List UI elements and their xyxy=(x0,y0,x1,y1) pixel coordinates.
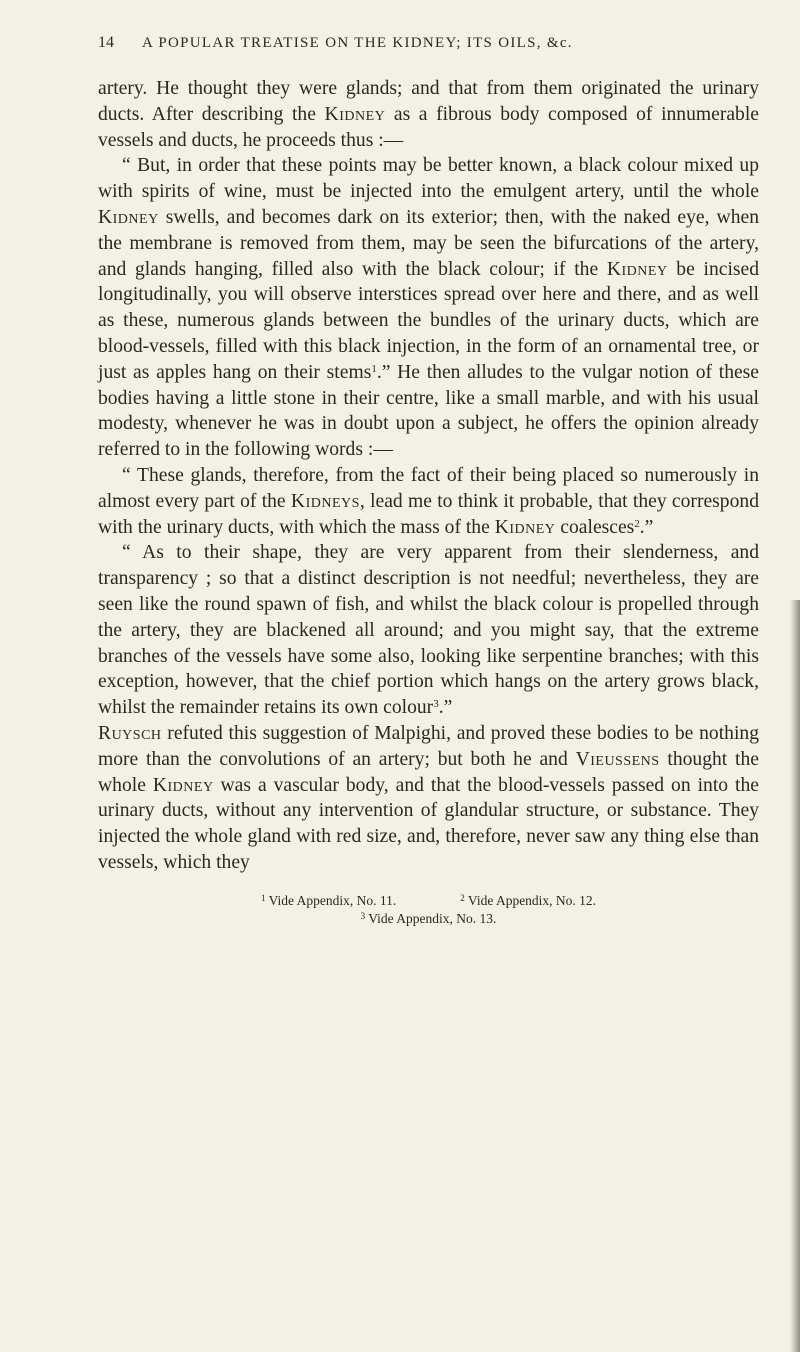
small-caps-term: Kidneys xyxy=(290,490,360,512)
body-text xyxy=(98,76,759,876)
quotation-paragraph-2: “ These glands, therefore, from the fact of their being placed so numerously in almost every part of the Kidneys, lead me to think it probable, that they correspond with the urinary ducts, with which the mass of the Kidney coalesces$^2$.” xyxy=(98,464,759,538)
footnote-3: $^3$ Vide Appendix, No. 13. xyxy=(360,910,497,926)
quotation-paragraph-3: “ As to their shape, they are very apparent from their slenderness, and transparency ; so that a distinct description is not needful; nevertheless, they are seen like the round spawn of fish, and whilst the black colour is propelled through the artery, they are blackened all around; and you might say, that the extreme branches of the vessels have some also, looking like serpentine branches; with this exception, however, that the chief portion which hangs on the artery grows black, whilst the remainder retains its own colour$^3$.” xyxy=(98,542,759,719)
footnote-ref-2: 2 xyxy=(634,517,640,530)
footnote-1: $^1$ Vide Appendix, No. 11. xyxy=(260,892,397,908)
paragraph-5: Ruysch refuted this suggestion of Malpighi, and proved these bodies to be nothing more than the convolutions of an artery; but both he and Vieussens thought the whole Kidney was a vascular body, and that the blood-vessels passed on into the urinary ducts, without any intervention of glandular structure, or substance. They injected the whole gland with red size, and, therefore, never saw any thing else than vessels, which they xyxy=(98,722,759,873)
small-caps-term: Kidney xyxy=(98,206,159,228)
page-number: 14 xyxy=(98,34,114,51)
small-caps-term: Kidney xyxy=(324,103,386,125)
small-caps-term: Kidney xyxy=(606,258,668,280)
running-header xyxy=(98,34,760,52)
footnotes xyxy=(98,892,759,928)
footnote-ref-3: 3 xyxy=(433,698,439,711)
running-title: A POPULAR TREATISE ON THE KIDNEY; ITS OILS, &c. xyxy=(142,35,573,51)
small-caps-name: Ruysch xyxy=(98,722,162,744)
page-edge-shadow xyxy=(790,600,800,1352)
footnote-2: $^2$ Vide Appendix, No. 12. xyxy=(460,892,597,908)
quotation-paragraph-1: “ But, in order that these points may be better known, a black colour mixed up with spirits of wine, must be injected into the emulgent artery, until the whole Kidney swells, and becomes dark on its exterior; then, with the naked eye, when the membrane is removed from them, may be seen the bifurcations of the artery, and glands hanging, filled also with the black colour; if the Kidney be incised longitudinally, you will observe interstices spread over here and there, and as well as these, numerous glands between the bundles of the urinary ducts, which are blood-vessels, filled with this black injection, in the form of an ornamental tree, or just as apples hang on their stems$^1$.” He then alludes to the vulgar notion of these bodies having a little stone in their centre, like a small marble, and with his usual modesty, whenever he was in doubt upon a subject, he offers the opinion already referred to in the following words :— xyxy=(98,155,760,461)
footnote-ref-1: 1 xyxy=(371,362,377,375)
small-caps-term: Kidney xyxy=(152,774,214,796)
small-caps-name: Vieussens xyxy=(575,748,660,770)
paragraph-1: artery. He thought they were glands; and that from them originated the urinary ducts. After describing the Kidney as a fibrous body composed of innumerable vessels and ducts, he proceeds thus :— xyxy=(98,78,759,151)
small-caps-term: Kidney xyxy=(494,516,556,538)
